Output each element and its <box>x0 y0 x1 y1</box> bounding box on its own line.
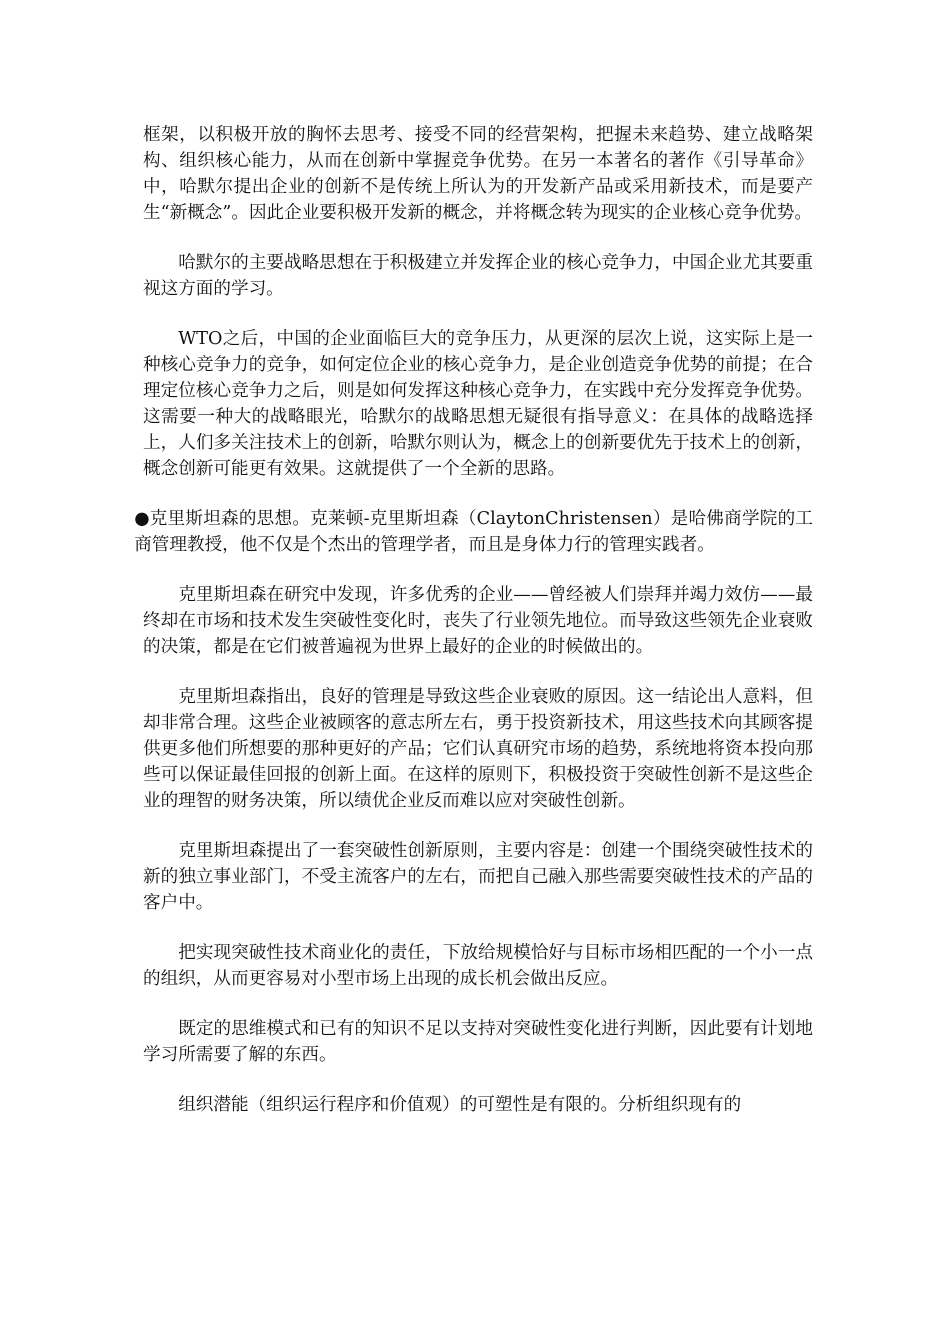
paragraph-hamel-core-competence: 哈默尔的主要战略思想在于积极建立并发挥企业的核心竞争力，中国企业尤其要重视这方面的学习。 <box>143 253 813 299</box>
paragraph-planned-learning: 既定的思维模式和已有的知识不足以支持对突破性变化进行判断，因此要有计划地学习所需要了解的东西。 <box>143 1019 813 1065</box>
paragraph-continuation: 框架，以积极开放的胸怀去思考、接受不同的经营架构，把握未来趋势、建立战略架构、组织核心能力，从而在创新中掌握竞争优势。在另一本著名的著作《引导革命》中，哈默尔提出企业的创新不是传统上所认为的开发新产品或采用新技术，而是要产生“新概念”。因此企业要积极开发新的概念，并将概念转为现实的企业核心竞争优势。 <box>143 125 813 223</box>
paragraph-wto-competition: WTO之后，中国的企业面临巨大的竞争压力，从更深的层次上说，这实际上是一种核心竞争力的竞争，如何定位企业的核心竞争力，是企业创造竞争优势的前提；在合理定位核心竞争力之后，则是如何发挥这种核心竞争力，在实践中充分发挥竞争优势。这需要一种大的战略眼光，哈默尔的战略思想无疑很有指导意义：在具体的战略选择上，人们多关注技术上的创新，哈默尔则认为，概念上的创新要优先于技术上的创新，概念创新可能更有效果。这就提供了一个全新的思路。 <box>143 329 813 479</box>
document-page <box>134 122 813 1118</box>
paragraph-good-management: 克里斯坦森指出，良好的管理是导致这些企业衰败的原因。这一结论出人意料，但却非常合理。这些企业被顾客的意志所左右，勇于投资新技术，用这些技术向其顾客提供更多他们所想要的那种更好的产品；它们认真研究市场的趋势，系统地将资本投向那些可以保证最佳回报的创新上面。在这样的原则下，积极投资于突破性创新不是这些企业的理智的财务决策，所以绩优企业反而难以应对突破性创新。 <box>143 687 813 811</box>
paragraph-delegate-responsibility: 把实现突破性技术商业化的责任，下放给规模恰好与目标市场相匹配的一个小一点的组织，从而更容易对小型市场上出现的成长机会做出反应。 <box>143 943 813 989</box>
paragraph-innovation-principles: 克里斯坦森提出了一套突破性创新原则，主要内容是：创建一个围绕突破性技术的新的独立事业部门，不受主流客户的左右，而把自己融入那些需要突破性技术的产品的客户中。 <box>143 841 813 913</box>
paragraph-christensen-intro: ●克里斯坦森的思想。克莱顿-克里斯坦森（ClaytonChristensen）是哈佛商学院的工商管理教授，他不仅是个杰出的管理学者，而且是身体力行的管理实践者。 <box>134 509 813 555</box>
paragraph-organizational-potential: 组织潜能（组织运行程序和价值观）的可塑性是有限的。分析组织现有的 <box>178 1095 742 1115</box>
paragraph-christensen-findings: 克里斯坦森在研究中发现，许多优秀的企业——曾经被人们崇拜并竭力效仿——最终却在市场和技术发生突破性变化时，丧失了行业领先地位。而导致这些领先企业衰败的决策，都是在它们被普遍视为世界上最好的企业的时候做出的。 <box>143 585 813 657</box>
